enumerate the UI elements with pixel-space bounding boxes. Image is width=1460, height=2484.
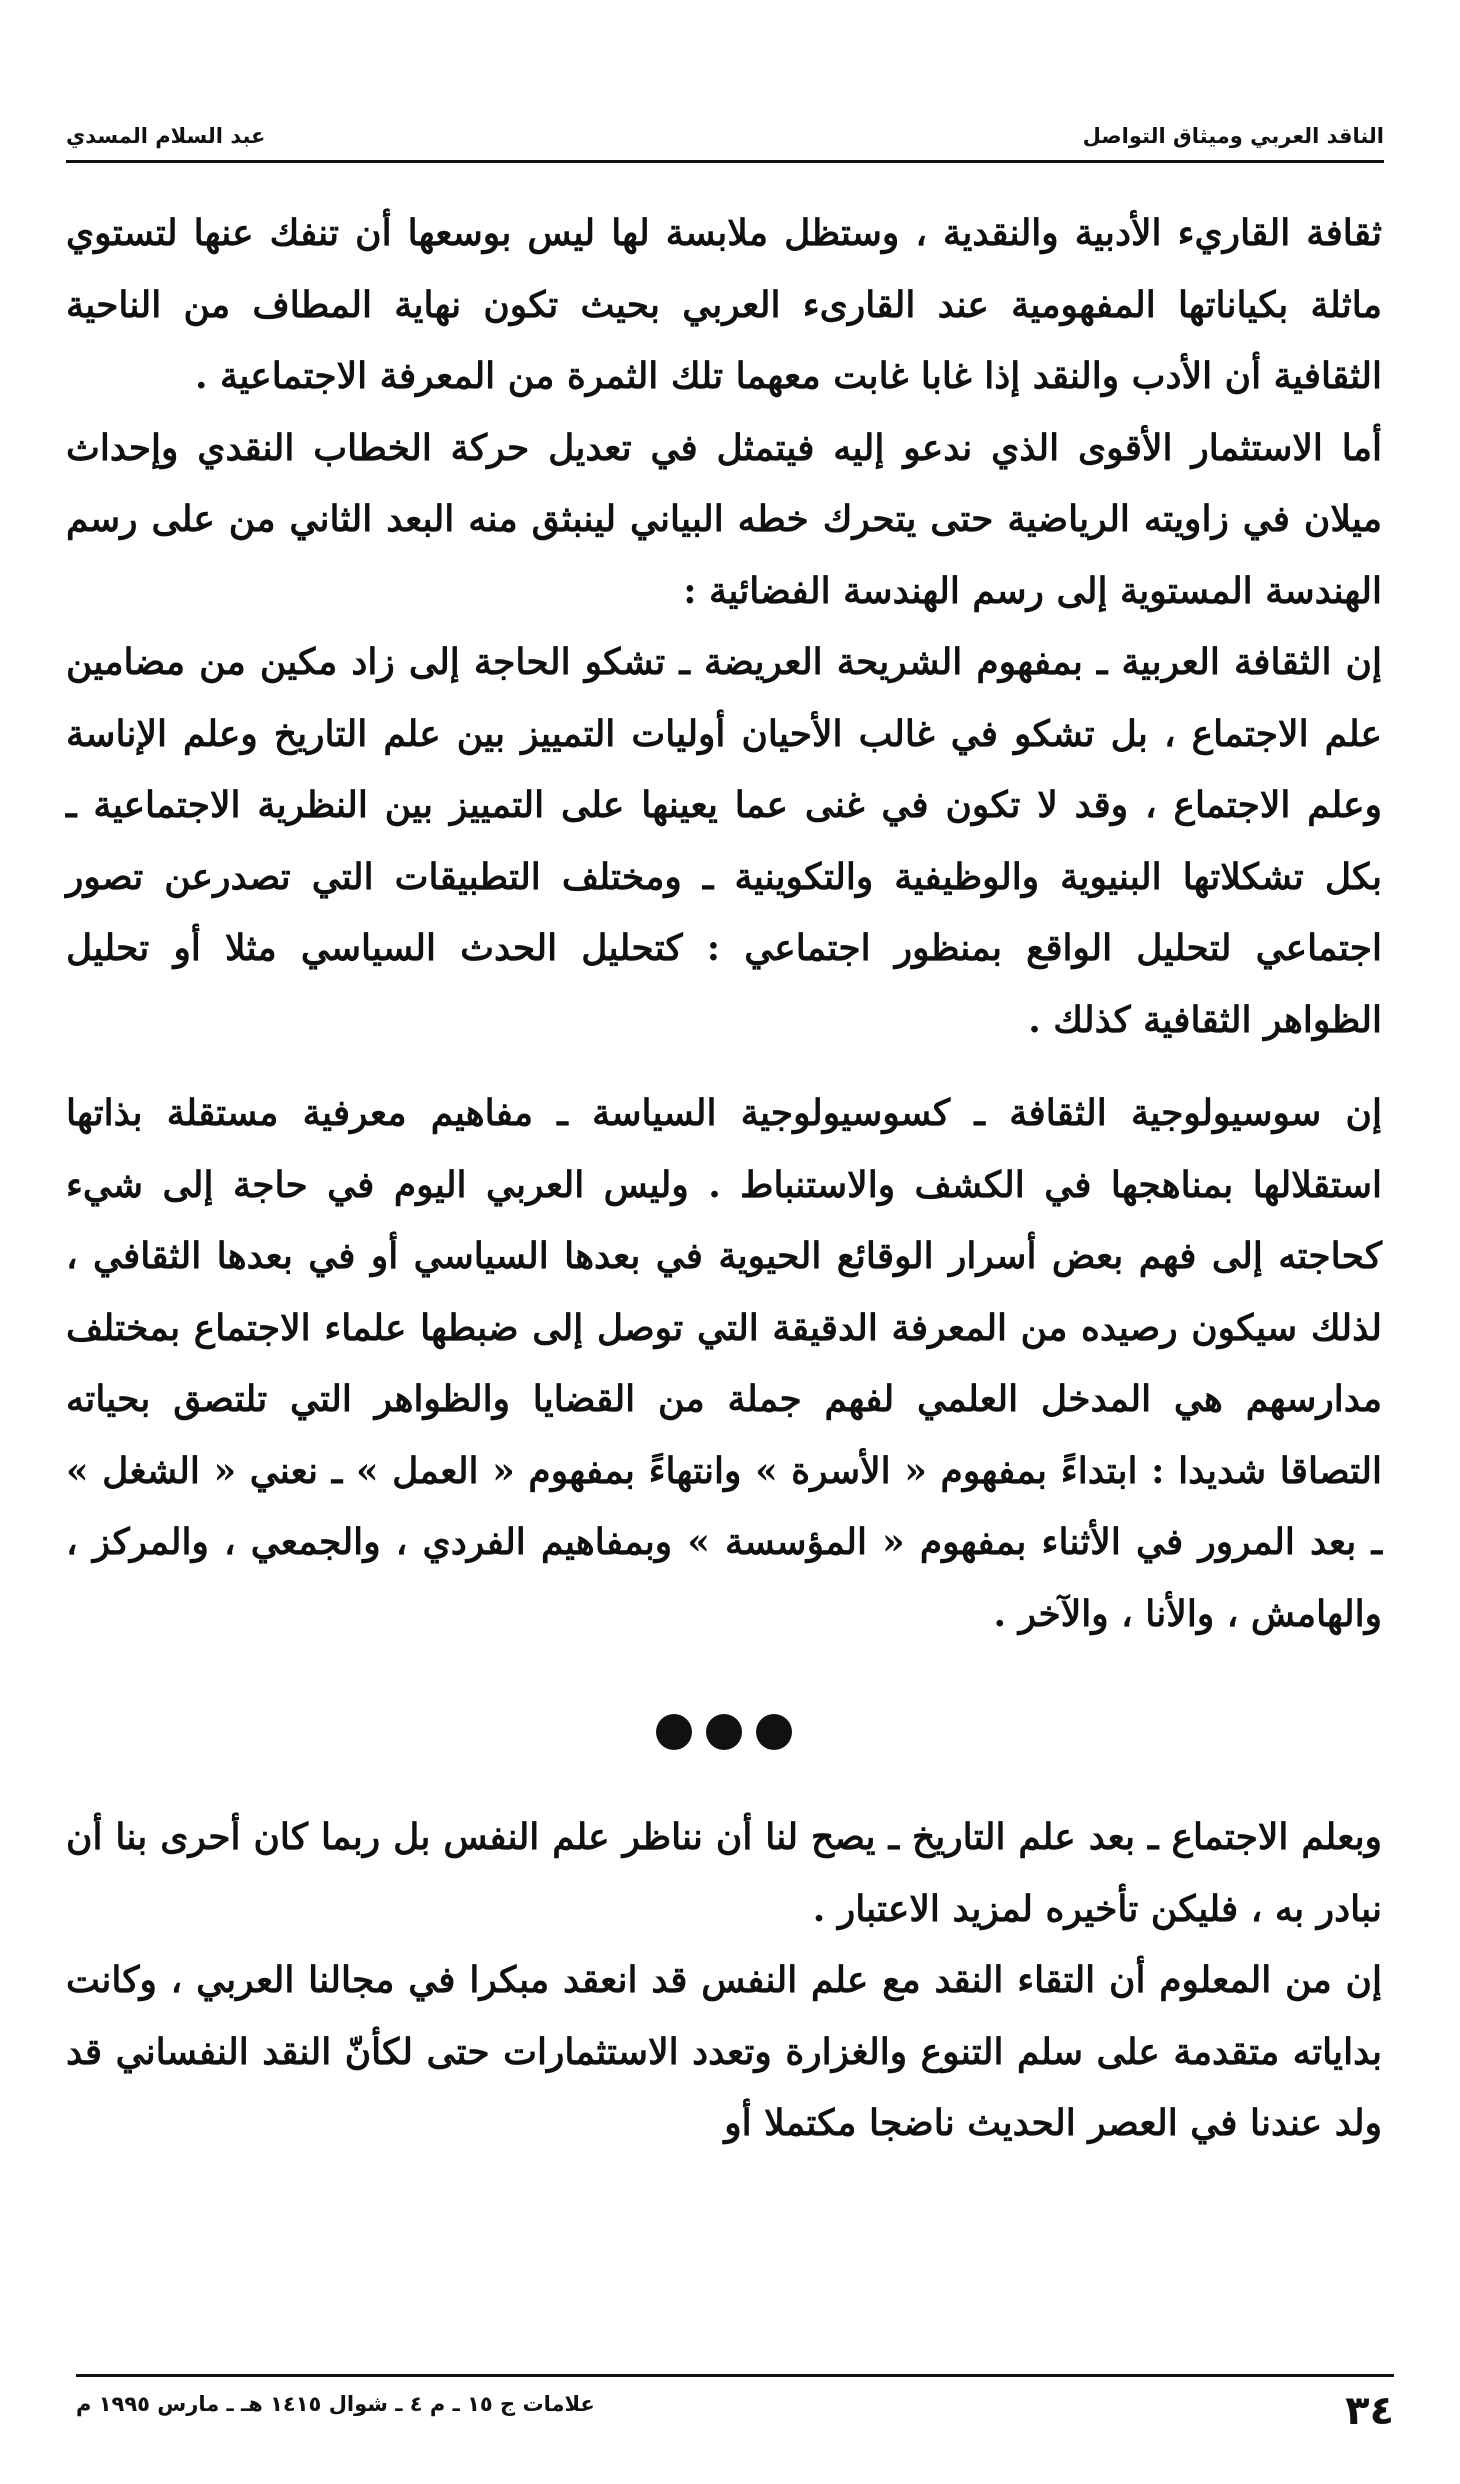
journal-info: علامات ج ١٥ ـ م ٤ ـ شوال ١٤١٥ هـ ـ مارس ١٩٩٥ م [76, 2392, 595, 2416]
separator-dot [756, 1714, 792, 1750]
page-number: ٣٤ [1345, 2388, 1394, 2434]
paragraph: أما الاستثمار الأقوى الذي ندعو إليه فيتمثل في تعديل حركة الخطاب النقدي وإحداث ميلان في زاويته الرياضية حتى يتحرك خطه البياني لينبثق منه البعد الثاني من على رسم الهندسة المستوية إلى رسم الهندسة الفضائية : [66, 426, 1382, 612]
separator-dot [656, 1714, 692, 1750]
running-footer [76, 2374, 1394, 2433]
running-header [66, 96, 1384, 163]
paragraph: وبعلم الاجتماع ـ بعد علم التاريخ ـ يصح لنا أن نناظر علم النفس بل ربما كان أحرى بنا أن نبادر به ، فليكن تأخيره لمزيد الاعتبار . [66, 1816, 1382, 1930]
section-separator [66, 1672, 1382, 1792]
body-text [66, 198, 1382, 2160]
author-name: عبد السلام المسدي [66, 124, 266, 148]
paragraph: إن من المعلوم أن التقاء النقد مع علم النفس قد انعقد مبكرا في مجالنا العربي ، وكانت بداياته متقدمة على سلم التنوع والغزارة وتعدد الاستثمارات حتى لكأنّ النقد النفساني قد ولد عندنا في العصر الحديث ناضجا مكتملا أو [66, 1959, 1382, 2144]
paragraph: إن الثقافة العربية ـ بمفهوم الشريحة العريضة ـ تشكو الحاجة إلى زاد مكين من مضامين علم الاجتماع ، بل تشكو في غالب الأحيان أوليات التمييز بين علم التاريخ وعلم الإناسة وعلم الاجتماع ، وقد لا تكون في غنى عما يعينها على التمييز بين النظرية الاجتماعية ـ بكل تشكلاتها البنيوية والوظيفية والتكوينية ـ ومختلف التطبيقات التي تصدرعن تصور اجتماعي لتحليل الواقع بمنظور اجتماعي : كتحليل الحدث السياسي مثلا أو تحليل الظواهر الثقافية كذلك . [66, 641, 1382, 1041]
paragraph: إن سوسيولوجية الثقافة ـ كسوسيولوجية السياسة ـ مفاهيم معرفية مستقلة بذاتها استقلالها بمناهجها في الكشف والاستنباط . وليس العربي اليوم في حاجة إلى شيء كحاجته إلى فهم بعض أسرار الوقائع الحيوية في بعدها السياسي أو في بعدها الثقافي ، لذلك سيكون رصيده من المعرفة الدقيقة التي توصل إلى ضبطها علماء الاجتماع بمختلف مدارسهم هي المدخل العلمي لفهم جملة من القضايا والظواهر التي تلتصق بحياته التصاقا شديدا : ابتداءً بمفهوم « الأسرة » وانتهاءً بمفهوم « العمل » ـ نعني « الشغل » ـ بعد المرور في الأثناء بمفهوم « المؤسسة » وبمفاهيم الفردي ، والجمعي ، والمركز ، والهامش ، والأنا ، والآخر . [66, 1092, 1382, 1635]
paragraph: ثقافة القاريء الأدبية والنقدية ، وستظل ملابسة لها ليس بوسعها أن تنفك عنها لتستوي ماثلة بكياناتها المفهومية عند القارىء العربي بحيث تكون نهاية المطاف من الناحية الثقافية أن الأدب والنقد إذا غابا غابت معهما تلك الثمرة من المعرفة الاجتماعية . [66, 212, 1382, 397]
separator-dot [706, 1714, 742, 1750]
book-title: الناقد العربي وميثاق التواصل [1082, 124, 1384, 148]
